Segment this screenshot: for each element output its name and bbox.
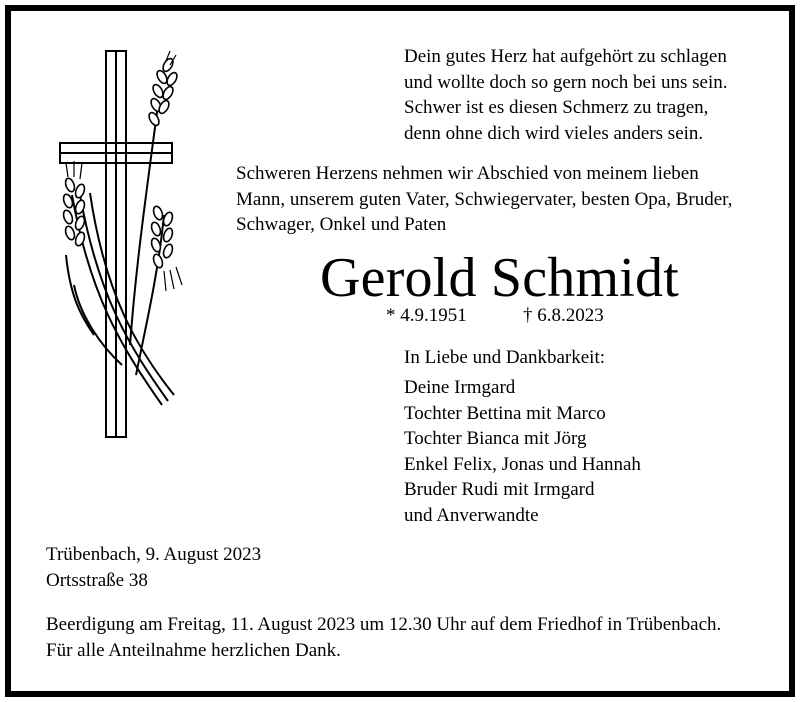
mourner: Tochter Bettina mit Marco [404, 402, 606, 424]
intro-line: Schwager, Onkel und Paten [236, 214, 447, 235]
poem [404, 44, 727, 146]
mourner: Enkel Felix, Jonas und Hannah [404, 453, 641, 475]
intro-line: Schweren Herzens nehmen wir Abschied von meinem lieben [236, 163, 699, 184]
intro-text [236, 161, 733, 238]
mourner: und Anverwandte [404, 504, 539, 526]
mourner: Bruder Rudi mit Irmgard [404, 479, 595, 500]
thanks-line: Für alle Anteilnahme herzlichen Dank. [46, 639, 341, 661]
funeral-line: Beerdigung am Freitag, 11. August 2023 um 12.30 Uhr auf dem Friedhof in Trübenbach. [46, 614, 722, 635]
poem-line: Dein gutes Herz hat aufgehört zu schlagen [404, 46, 727, 67]
birth-date: * 4.9.1951 [386, 305, 467, 326]
address-line: Ortsstraße 38 [46, 569, 148, 591]
love-line: In Liebe und Dankbarkeit: [404, 347, 606, 368]
place-date-line: Trübenbach, 9. August 2023 [46, 544, 262, 565]
place-and-date [46, 542, 261, 593]
cross-with-wheat-icon [50, 45, 195, 445]
mourner: Deine Irmgard [404, 377, 516, 398]
poem-line: denn ohne dich wird vieles anders sein. [404, 122, 704, 144]
deceased-name: Gerold Schmidt [320, 247, 679, 309]
intro-line: Mann, unserem guten Vater, Schwiegervater, besten Opa, Bruder, [236, 188, 733, 210]
death-date: † 6.8.2023 [523, 305, 604, 326]
poem-line: und wollte doch so gern noch bei uns sein. [404, 71, 728, 93]
poem-line: Schwer ist es diesen Schmerz zu tragen, [404, 97, 709, 118]
mourners-list [404, 375, 641, 528]
funeral-notice [46, 612, 721, 663]
mourner: Tochter Bianca mit Jörg [404, 428, 587, 449]
